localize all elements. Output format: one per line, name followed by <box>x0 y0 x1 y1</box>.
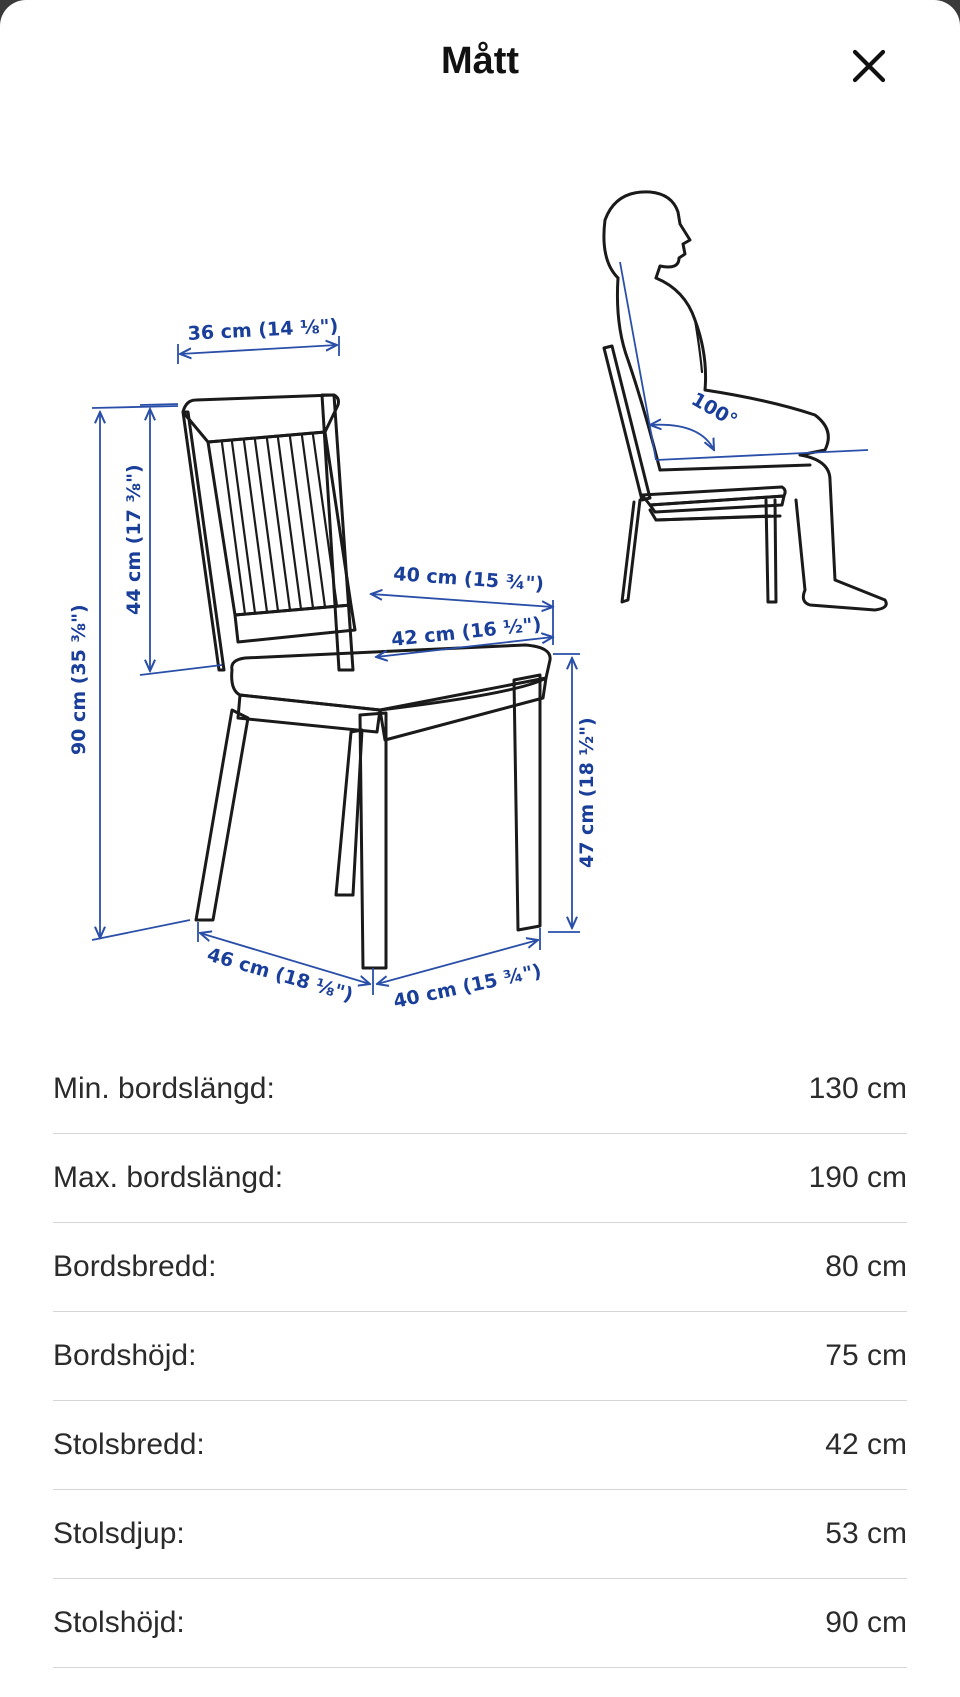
chair-drawing <box>183 395 550 968</box>
spec-row-chair-depth <box>53 1490 907 1579</box>
close-icon <box>845 42 893 90</box>
spec-row-min-table-length <box>53 1045 907 1134</box>
label-seat-depth: 40 cm (15 ¾") <box>392 563 545 596</box>
label-total-height: 90 cm (35 ⅜") <box>68 604 90 755</box>
label-backrest-height: 44 cm (17 ⅜") <box>123 464 145 615</box>
spec-label: Min. bordslängd: <box>53 1072 275 1105</box>
label-angle: 100° <box>687 388 742 432</box>
sheet-header <box>0 0 960 130</box>
page-title: Mått <box>440 40 520 82</box>
close-button[interactable] <box>845 42 893 90</box>
specs-list <box>53 1045 907 1668</box>
spec-value: 130 cm <box>808 1072 907 1105</box>
spec-label: Max. bordslängd: <box>53 1161 284 1194</box>
spec-value: 53 cm <box>825 1517 907 1550</box>
label-seat-height: 47 cm (18 ½") <box>576 717 598 868</box>
spec-row-table-width <box>53 1223 907 1312</box>
dimensions-illustration <box>0 150 960 1030</box>
chair-diagram <box>0 150 960 1030</box>
spec-row-table-height <box>53 1312 907 1401</box>
angle-dimension <box>620 262 868 460</box>
label-width: 40 cm (15 ¾") <box>391 960 544 1013</box>
label-seat-width: 42 cm (16 ½") <box>390 613 543 651</box>
spec-label: Stolsbredd: <box>53 1428 205 1461</box>
spec-label: Stolshöjd: <box>53 1606 185 1639</box>
spec-value: 75 cm <box>825 1339 907 1372</box>
spec-value: 80 cm <box>825 1250 907 1283</box>
spec-value: 90 cm <box>825 1606 907 1639</box>
spec-label: Bordsbredd: <box>53 1250 217 1283</box>
spec-row-max-table-length <box>53 1134 907 1223</box>
label-back-width: 36 cm (14 ⅛") <box>187 315 339 345</box>
spec-row-chair-width <box>53 1401 907 1490</box>
spec-value: 42 cm <box>825 1428 907 1461</box>
spec-value: 190 cm <box>808 1161 907 1194</box>
spec-label: Stolsdjup: <box>53 1517 185 1550</box>
label-depth: 46 cm (18 ⅛") <box>204 943 356 1007</box>
spec-label: Bordshöjd: <box>53 1339 197 1372</box>
seated-person-drawing <box>604 192 886 610</box>
spec-row-chair-height <box>53 1579 907 1668</box>
